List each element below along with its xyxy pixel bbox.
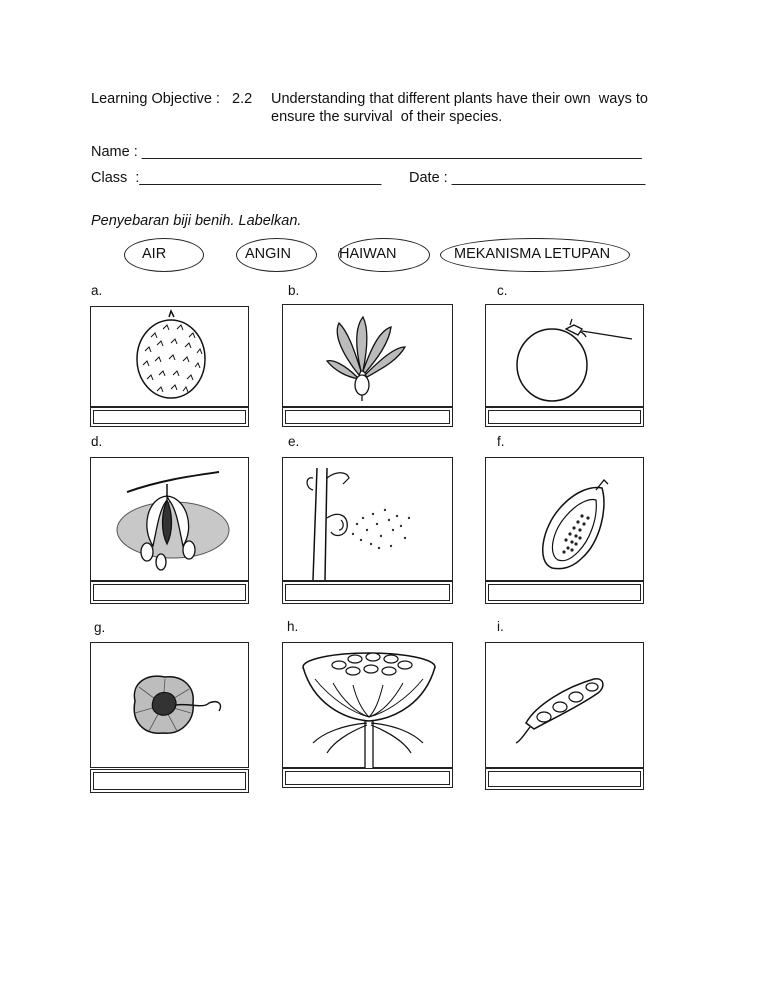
item-letter-a: a.: [91, 283, 103, 298]
item-letter-c: c.: [497, 283, 508, 298]
papaya-picture: [485, 457, 644, 581]
answer-box-c[interactable]: [485, 407, 644, 427]
winged-seed-picture: [282, 304, 453, 407]
lotus-pod-icon: [283, 643, 454, 769]
objective-label: Learning Objective :: [91, 91, 220, 107]
item-letter-i: i.: [497, 619, 504, 634]
spore-release-icon: [283, 458, 454, 582]
lotus-pod-picture: [282, 642, 453, 768]
option-angin: ANGIN: [236, 238, 317, 272]
instruction-text: Penyebaran biji benih. Labelkan.: [91, 213, 302, 229]
answer-box-h[interactable]: [282, 768, 453, 788]
answer-box-g[interactable]: [90, 769, 249, 793]
option-mekanisma-letupan: MEKANISMA LETUPAN: [440, 238, 630, 272]
name-field[interactable]: Name : ______________________________________________________________: [91, 144, 642, 160]
papaya-icon: [486, 458, 645, 582]
item-letter-f: f.: [497, 434, 505, 449]
winged-seed-icon: [283, 305, 454, 408]
objective-text-line2: ensure the survival of their species.: [271, 109, 503, 125]
option-air: AIR: [124, 238, 204, 272]
bursting-pod-picture: [90, 457, 249, 581]
item-letter-g: g.: [94, 620, 106, 635]
date-field[interactable]: Date : ________________________: [409, 170, 646, 186]
answer-box-d[interactable]: [90, 581, 249, 604]
option-haiwan: HAIWAN: [338, 238, 430, 272]
item-letter-d: d.: [91, 434, 103, 449]
coconut-picture: [485, 304, 644, 407]
answer-box-f[interactable]: [485, 581, 644, 604]
bursting-pod-icon: [91, 458, 250, 582]
objective-number: 2.2: [232, 91, 253, 107]
item-letter-b: b.: [288, 283, 300, 298]
durian-picture: [90, 306, 249, 407]
class-field[interactable]: Class :______________________________: [91, 170, 382, 186]
answer-box-e[interactable]: [282, 581, 453, 604]
item-letter-e: e.: [288, 434, 300, 449]
bean-pod-icon: [486, 643, 645, 769]
spore-release-picture: [282, 457, 453, 581]
winged-fruit-icon: [91, 643, 250, 769]
bean-pod-picture: [485, 642, 644, 768]
answer-box-a[interactable]: [90, 407, 249, 427]
winged-fruit-picture: [90, 642, 249, 768]
item-letter-h: h.: [287, 619, 299, 634]
coconut-icon: [486, 305, 645, 408]
objective-text-line1: Understanding that different plants have their own ways to: [271, 91, 648, 107]
answer-box-i[interactable]: [485, 768, 644, 790]
durian-icon: [91, 307, 250, 408]
answer-box-b[interactable]: [282, 407, 453, 427]
